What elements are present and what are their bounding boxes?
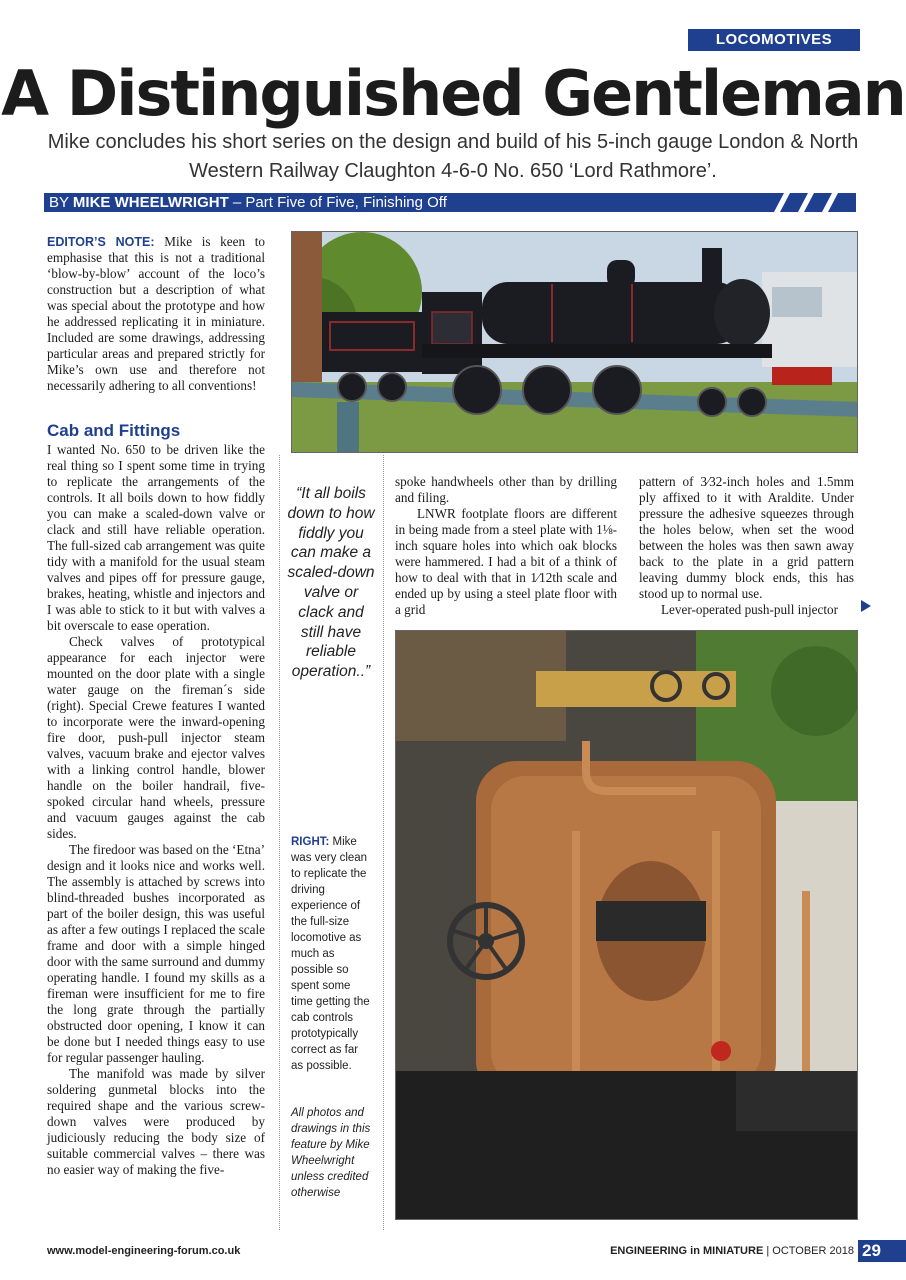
footer-url[interactable]: www.model-engineering-forum.co.uk — [47, 1245, 241, 1257]
byline-rest: – Part Five of Five, Finishing Off — [228, 194, 447, 211]
locomotive-photo — [291, 231, 858, 453]
byline-prefix: BY — [49, 194, 73, 211]
standfirst: Mike concludes his short series on the design and build of his 5-inch gauge London & North Western Railway Claughton 4-6-0 No. 650 ‘Lord Rathmore’. — [47, 131, 859, 182]
locomotive-illustration — [292, 232, 858, 453]
cab-controls-photo — [395, 630, 858, 1220]
column-3-body — [395, 474, 617, 618]
section-tag: LOCOMOTIVES — [688, 29, 860, 49]
issue-date: | OCTOBER 2018 — [763, 1245, 854, 1257]
editors-note-label: EDITOR’S NOTE: — [47, 235, 155, 249]
photo-caption — [291, 834, 373, 1074]
photo-credit: All photos and drawings in this feature by Mike Wheelwright unless credited otherwise — [291, 1107, 371, 1199]
paragraph: LNWR footplate floors are different in being made from a steel plate with 1⅛-inch square holes into which oak blocks were hammered. I had a bit of a think of how to deal with that in 1⁄12th scale and ended up by using a steel plate floor with a grid — [395, 506, 617, 617]
fraction: 3⁄32 — [700, 474, 723, 489]
editors-note-text: Mike is keen to emphasise that this is not a traditional ‘blow-by-blow’ account of the loco’s construction but a description of what was special about the prototype and how he addressed replicating it in miniature. Included are some drawings, addressing particular areas and prepared strictly for Mike’s own use and therefore not necessarily adhering to all conventions! — [47, 234, 265, 393]
byline-stripes — [766, 193, 856, 212]
column-divider — [383, 455, 384, 1230]
paragraph: pattern of 3⁄32-inch holes and 1.5mm ply affixed to it with Araldite. Under pressure the adhesive squeezes through the holes below, when set the wood between the holes was then sawn away back to the plate in a grid pattern leaving dummy block ends, this has stood up to normal use. — [639, 474, 854, 601]
paragraph: The firedoor was based on the ‘Etna’ design and it looks nice and works well. The assembly is attached by screws into blind-threaded bushes incorporated as part of the boiler design, this was useful as after a few outings I replaced the scale frame and door with a simple hinged door with the same surround and dummy operating handle. I found my skills as a fireman were insufficient for me to fire the long grate through the partially obstructed door opening, I know it can be done but I needed things easy to use for regular passenger hauling. — [47, 842, 265, 1065]
editors-note — [47, 234, 265, 394]
byline-author: MIKE WHEELWRIGHT — [72, 194, 229, 211]
caption-label: RIGHT: — [291, 836, 330, 848]
section-rule — [688, 49, 860, 51]
headline: A Distinguished Gentleman — [1, 57, 905, 130]
continue-arrow-icon — [861, 600, 871, 612]
paragraph: The manifold was made by silver soldering gunmetal blocks into the required shape and the various screw-down valves were produced by judiciously reducing the body size of suitable commercial valves – there was no easier way of making the five- — [47, 1066, 265, 1177]
paragraph: I wanted No. 650 to be driven like the real thing so I spent some time in trying to replicate the arrangements of the controls. It all boils down to how fiddly you can make a scaled-down valve or clack and still have reliable operation. The full-sized cab arrangement was quite tidy with a manifold for the usual steam valves and pipes off for pressure gauge, brakes, heating, whistle and injectors and I was able to stick to it but with valves a bit overscale to ease operation. — [47, 442, 265, 633]
caption-text: Mike was very clean to replicate the driving experience of the full-size locomotive as much as possible so spent some time getting the cab controls prototypically correct as far as possible. — [291, 836, 370, 1072]
column-divider — [279, 455, 280, 1230]
fraction: 1⁄12 — [530, 570, 553, 585]
page-number: 29 — [858, 1240, 906, 1262]
byline-bar — [44, 193, 856, 212]
column-1-body — [47, 442, 265, 1178]
pull-quote: “It all boils down to how fiddly you can make a scaled-down valve or clack and still have reliable operation..” — [287, 485, 375, 681]
paragraph: spoke handwheels other than by drilling and filing. — [395, 474, 617, 505]
cab-illustration — [396, 631, 858, 1220]
column-4-body — [639, 474, 854, 618]
footer-magazine — [610, 1245, 854, 1257]
paragraph: Lever-operated push-pull injector — [661, 602, 838, 617]
subhead-cab-fittings: Cab and Fittings — [47, 421, 181, 440]
paragraph: Check valves of prototypical appearance for each injector were mounted on the door plate with a single water gauge on the fireman´s side (right). Special Crewe features I wanted to incorporate were the inward-opening fire door, push-pull injector steam valves, vacuum brake and ejector valves with a linking control handle, blower handle on the boiler handrail, five-spoked circular hand wheels, pressure and vacuum gauges against the cab sides. — [47, 634, 265, 841]
magazine-name: ENGINEERING in MINIATURE — [610, 1245, 764, 1257]
